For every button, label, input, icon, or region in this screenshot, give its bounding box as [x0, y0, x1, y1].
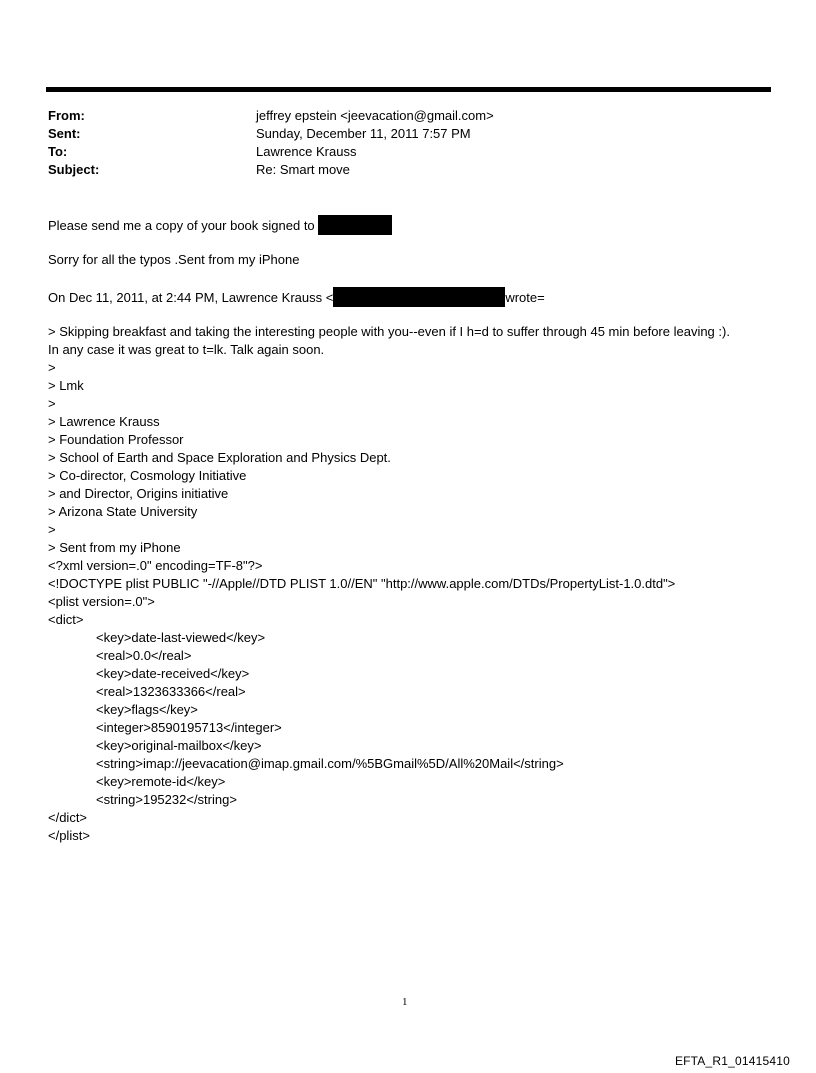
plist-entry: <key>remote-id</key>	[96, 774, 226, 789]
message-line-2	[48, 251, 773, 269]
closing-tag: </plist>	[48, 828, 90, 843]
plist-entry: <key>date-last-viewed</key>	[96, 630, 266, 645]
quoted-line: > and Director, Origins initiative	[48, 486, 229, 501]
plist-entry: <integer>8590195713</integer>	[96, 720, 282, 735]
subject-row	[48, 161, 748, 179]
quoted-line: In any case it was great to t=lk. Talk again soon.	[48, 342, 325, 357]
quoted-line: >	[48, 522, 56, 537]
message-line-1	[48, 215, 773, 235]
reply-attribution-prefix: On Dec 11, 2011, at 2:44 PM, Lawrence Krauss <	[48, 290, 334, 305]
plist-entry: <key>date-received</key>	[96, 666, 250, 681]
plist-entry: <string>195232</string>	[96, 792, 237, 807]
from-row	[48, 107, 748, 125]
plist-entry: <key>flags</key>	[96, 702, 198, 717]
to-row	[48, 143, 748, 161]
quoted-line: > School of Earth and Space Exploration and Physics Dept.	[48, 450, 391, 465]
to-label: To:	[48, 144, 68, 159]
plist-entry: <key>original-mailbox</key>	[96, 738, 262, 753]
to-value: Lawrence Krauss	[256, 144, 357, 159]
quoted-line: >	[48, 360, 56, 375]
header-rule	[46, 87, 771, 92]
plist-entry: <string>imap://jeevacation@imap.gmail.com/%5BGmail%5D/All%20Mail</string>	[96, 756, 564, 771]
sent-value: Sunday, December 11, 2011 7:57 PM	[256, 126, 471, 141]
quoted-line: <?xml version=.0" encoding=TF-8"?>	[48, 558, 263, 573]
plist-entry: <real>1323633366</real>	[96, 684, 246, 699]
quoted-line: <dict>	[48, 612, 84, 627]
redaction-box	[318, 215, 392, 235]
from-label: From:	[48, 108, 85, 123]
sent-label: Sent:	[48, 126, 81, 141]
sent-row	[48, 125, 748, 143]
email-headers	[48, 107, 748, 179]
subject-label: Subject:	[48, 162, 100, 177]
quoted-line: >	[48, 396, 56, 411]
quoted-line: <!DOCTYPE plist PUBLIC "-//Apple//DTD PLIST 1.0//EN" "http://www.apple.com/DTDs/PropertyList-1.0.dtd">	[48, 576, 676, 591]
quoted-line: > Lmk	[48, 378, 84, 393]
quoted-line: > Co-director, Cosmology Initiative	[48, 468, 247, 483]
closing-tag: </dict>	[48, 810, 88, 825]
message-line-3	[48, 287, 773, 307]
quoted-line: > Skipping breakfast and taking the interesting people with you--even if I h=d to suffer through 45 min before leaving :).	[48, 324, 730, 339]
quoted-line: <plist version=.0">	[48, 594, 155, 609]
quoted-line: > Foundation Professor	[48, 432, 184, 447]
plist-entry: <real>0.0</real>	[96, 648, 192, 663]
redaction-box	[333, 287, 505, 307]
document-id: EFTA_R1_01415410	[674, 1054, 790, 1068]
quoted-message	[48, 323, 773, 845]
typos-text: Sorry for all the typos .Sent from my iPhone	[48, 252, 300, 267]
from-value: jeffrey epstein <jeevacation@gmail.com>	[256, 108, 494, 123]
page-number: 1	[402, 996, 408, 1008]
quoted-line: > Arizona State University	[48, 504, 198, 519]
subject-value: Re: Smart move	[256, 162, 350, 177]
quoted-line: > Sent from my iPhone	[48, 540, 181, 555]
book-request-text: Please send me a copy of your book signed to	[48, 218, 319, 233]
quoted-line: > Lawrence Krauss	[48, 414, 160, 429]
reply-attribution-suffix: wrote=	[505, 290, 545, 305]
